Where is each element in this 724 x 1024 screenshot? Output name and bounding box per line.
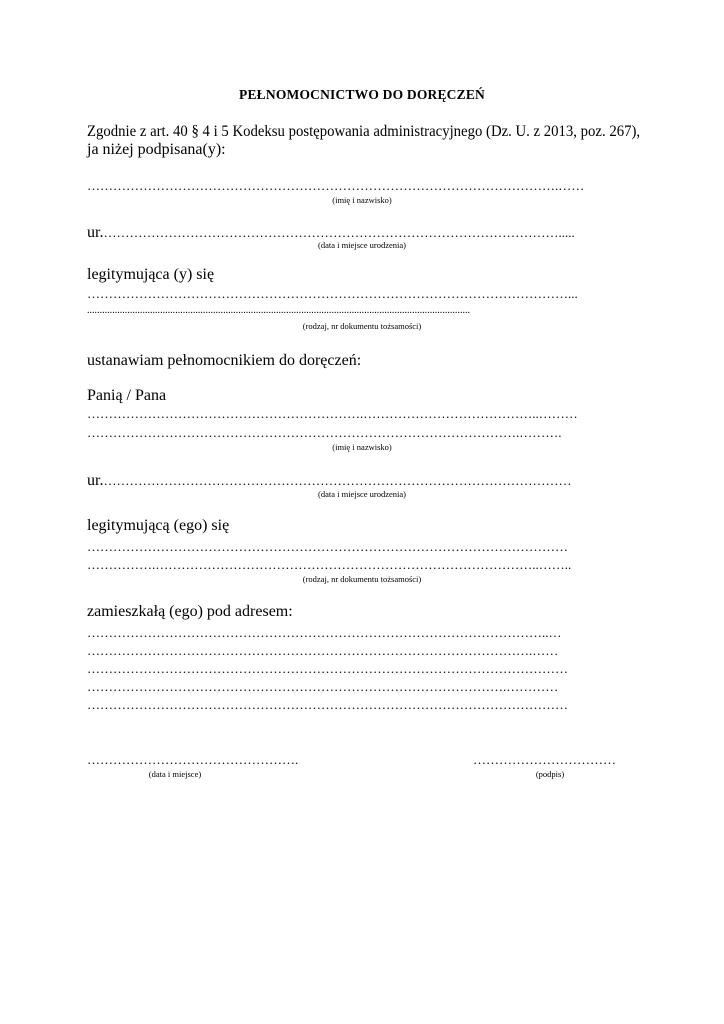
principal-name-field[interactable]: ……………………………………………………………………………………………….……	[87, 178, 585, 193]
proxy-name-field-1[interactable]: ……………………………………………………….…………………………………..………	[87, 406, 578, 421]
proxy-id-field-1[interactable]: …………………………………………………………………………………………………	[87, 539, 568, 554]
signature-caption: (podpis)	[535, 769, 565, 779]
principal-name-caption: (imię i nazwisko)	[332, 195, 392, 205]
proxy-address-field-3[interactable]: …………………………………………………………………………………………………	[87, 661, 568, 676]
principal-id-caption: (rodzaj, nr dokumentu tożsamości)	[302, 321, 422, 331]
proxy-birth-caption: (data i miejsce urodzenia)	[317, 489, 407, 499]
document-title: PEŁNOMOCNICTWO DO DORĘCZEŃ	[239, 87, 485, 102]
proxy-address-field-2[interactable]: ………………………………………………………………………………………….……	[87, 643, 559, 658]
proxy-address-field-4[interactable]: …………………………………………………………………………………….…………	[87, 679, 559, 694]
proxy-address-field-1[interactable]: ……………………………………………………………………………………………..…	[87, 625, 562, 640]
principal-id-field-2[interactable]: ........................................................................................................................................................	[87, 305, 471, 316]
intro-line-2: ja niżej podpisana(y):	[87, 141, 226, 158]
principal-id-heading: legitymująca (y) się	[87, 266, 215, 283]
intro-line-1: Zgodnie z art. 40 § 4 i 5 Kodeksu postępowania administracyjnego (Dz. U. z 2013, poz. 267),	[87, 123, 641, 140]
principal-birth-caption: (data i miejsce urodzenia)	[317, 240, 407, 250]
proxy-address-field-5[interactable]: …………………………………………………………………………………………………	[87, 697, 568, 712]
proxy-name-caption: (imię i nazwisko)	[332, 442, 392, 452]
proxy-birth-row	[87, 472, 571, 490]
signature-field[interactable]: ……………………………	[473, 752, 616, 767]
principal-birth-prefix: ur.	[87, 224, 104, 241]
proxy-salutation: Panią / Pana	[87, 387, 167, 404]
proxy-id-heading: legitymującą (ego) się	[87, 517, 230, 534]
proxy-birth-field[interactable]: ………………………………………………………………………………………………	[103, 473, 572, 488]
proxy-id-caption: (rodzaj, nr dokumentu tożsamości)	[302, 574, 422, 584]
proxy-name-field-2[interactable]: ……………………………………………………………………………………….……….	[87, 425, 562, 440]
place-date-caption: (data i miejsce)	[148, 769, 202, 779]
proxy-address-heading: zamieszkałą (ego) pod adresem:	[87, 603, 293, 620]
proxy-birth-prefix: ur.	[87, 472, 104, 489]
place-date-field[interactable]: ………………………………………….	[87, 752, 299, 767]
principal-id-field-1[interactable]: …………………………………………………………………………………………………...	[87, 286, 578, 301]
principal-birth-field[interactable]: …………………………………………………………………………………………….....	[103, 225, 575, 240]
appoint-statement: ustanawiam pełnomocnikiem do doręczeń:	[87, 352, 362, 369]
proxy-id-field-2[interactable]: …………….……………………………………………………………………………..……..	[87, 557, 572, 572]
